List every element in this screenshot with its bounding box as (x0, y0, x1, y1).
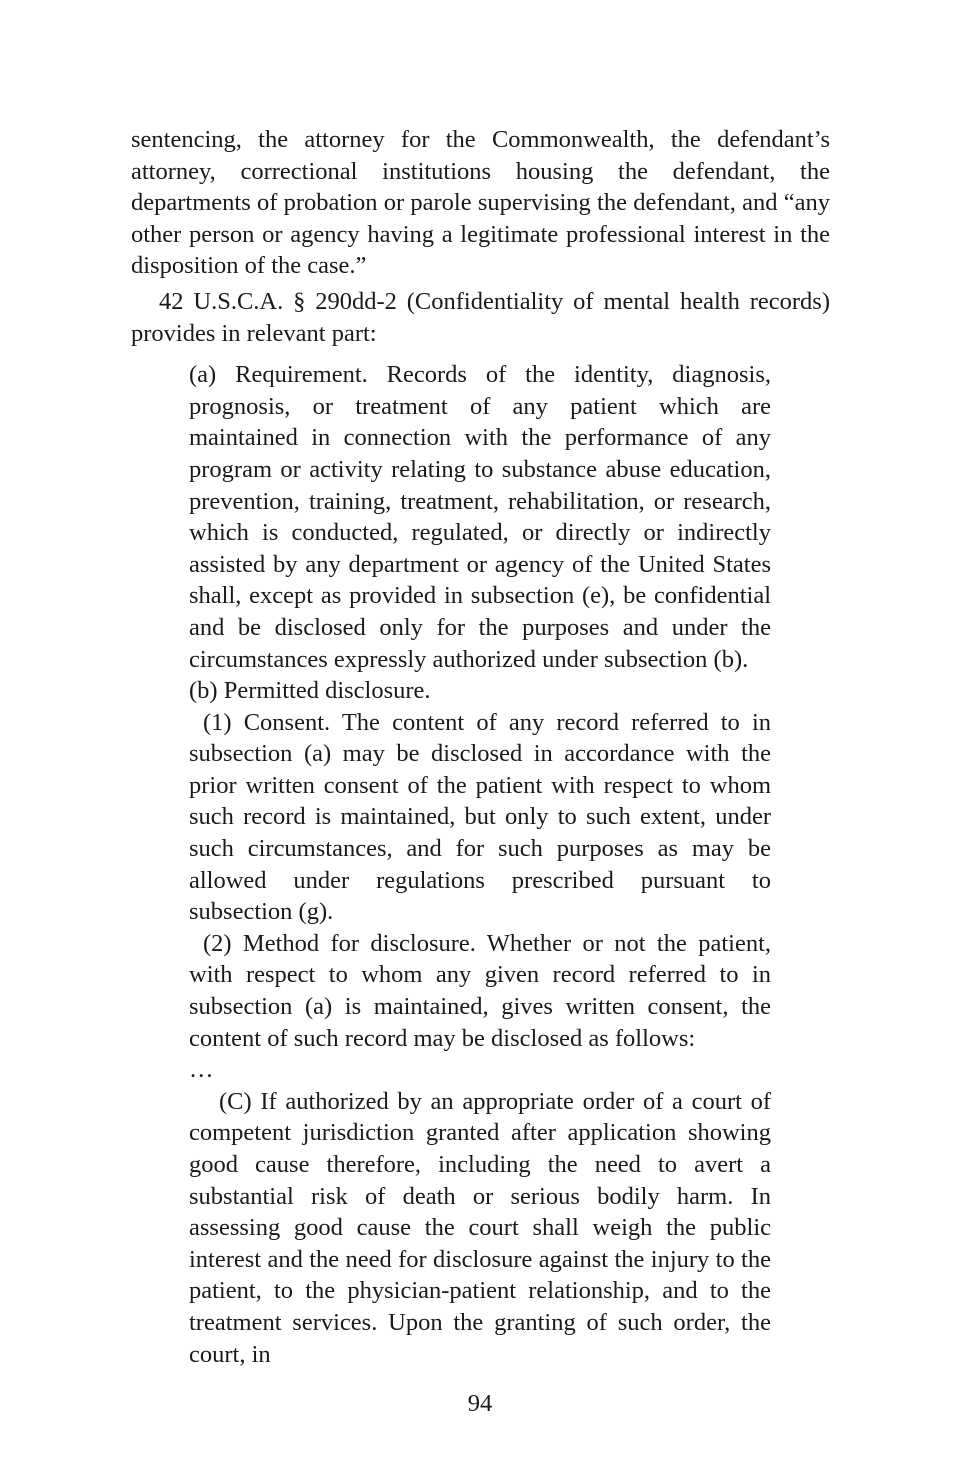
subsection-a-requirement: (a) Requirement. Records of the identity, diagnosis, prognosis, or treatment of any patient which are maintained in connection with the performance of any program or activity relating to substance abuse education, prevention, training, treatment, rehabilitation, or research, which is conducted, regulated, or directly or indirectly assisted by any department or agency of the United States shall, except as provided in subsection (e), be confidential and be disclosed only for the purposes and under the circumstances expressly authorized under subsection (b). (189, 361, 771, 673)
ellipsis: … (189, 1056, 214, 1084)
citation-intro: 42 U.S.C.A. § 290dd-2 (Confidentiality of mental health records) provides in relevant part: (131, 287, 830, 347)
opening-paragraph: sentencing, the attorney for the Commonwealth, the defendant’s attorney, correctional institutions housing the defendant, the departments of probation or parole supervising the defendant, and “any other person or agency having a legitimate professional interest in the disposition of the case.” (131, 126, 830, 280)
subsection-b1-consent: (1) Consent. The content of any record referred to in subsection (a) may be disclosed in accordance with the prior written consent of the patient with respect to whom such record is maintained, but only to such extent, under such circumstances, and for such purposes as may be allowed under regulations prescribed pursuant to subsection (g). (189, 708, 771, 926)
page-number: 94 (467, 1390, 493, 1417)
page-content (131, 124, 830, 1370)
subsection-b2-method: (2) Method for disclosure. Whether or not the patient, with respect to whom any given record referred to in subsection (a) is maintained, gives written consent, the content of such record may be disclosed as follows: (189, 929, 771, 1052)
statute-quote (189, 359, 771, 1370)
subsection-b-heading: (b) Permitted disclosure. (189, 677, 431, 705)
subsection-c-court-order: (C) If authorized by an appropriate order of a court of competent jurisdiction granted after application showing good cause therefore, including the need to avert a substantial risk of death or serious bodily harm. In assessing good cause the court shall weigh the public interest and the need for disclosure against the injury to the patient, to the physician-patient relationship, and to the treatment services. Upon the granting of such order, the court, in (189, 1087, 771, 1368)
